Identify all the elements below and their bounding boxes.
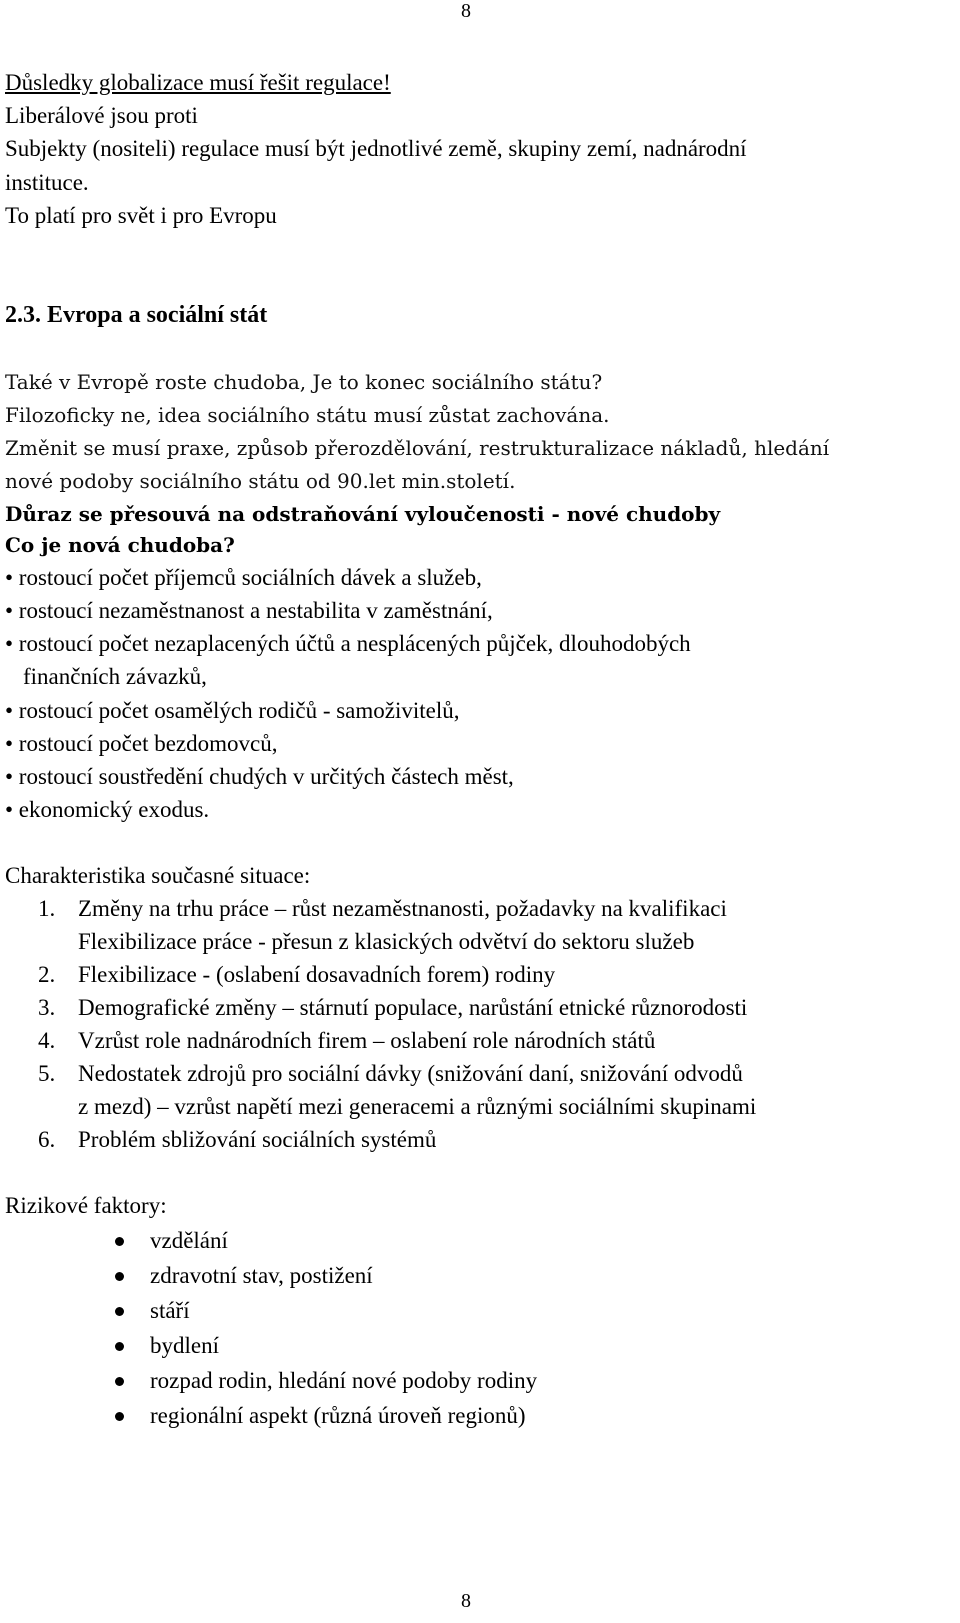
characteristics-heading: Charakteristika současné situace:	[5, 863, 311, 888]
characteristic-item	[0, 960, 960, 990]
poverty-bullet: • rostoucí nezaměstnanost a nestabilita v zaměstnání,	[5, 598, 493, 623]
characteristic-item	[0, 894, 960, 924]
bullet-icon	[115, 1237, 124, 1246]
item-text: Vzrůst role nadnárodních firem – oslabení role národních států	[78, 1028, 656, 1053]
intro-liberals-line: Liberálové jsou proti	[5, 103, 198, 128]
item-text: z mezd) – vzrůst napětí mezi generacemi a různými sociálními skupinami	[78, 1094, 757, 1119]
characteristic-item	[0, 1026, 960, 1056]
section-bold-question: Co je nová chudoba?	[5, 533, 235, 557]
item-number: 1.	[38, 896, 56, 921]
intro-institutions-line: instituce.	[5, 170, 89, 195]
intro-europe-line: To platí pro svět i pro Evropu	[5, 203, 277, 228]
risk-item-text: bydlení	[150, 1333, 219, 1358]
poverty-bullet: • rostoucí počet nezaplacených účtů a nesplácených půjček, dlouhodobých	[5, 631, 691, 656]
poverty-bullet: • rostoucí soustředění chudých v určitých částech měst,	[5, 764, 514, 789]
item-number: 2.	[38, 962, 56, 987]
characteristic-item	[0, 993, 960, 1023]
risk-item	[0, 1401, 960, 1431]
bullet-icon	[115, 1272, 124, 1281]
poverty-bullet: • rostoucí počet bezdomovců,	[5, 731, 278, 756]
poverty-bullet: • rostoucí počet osamělých rodičů - samoživitelů,	[5, 698, 460, 723]
characteristic-item	[0, 1059, 960, 1089]
item-text: Změny na trhu práce – růst nezaměstnanosti, požadavky na kvalifikaci	[78, 896, 727, 921]
risk-item-text: stáří	[150, 1298, 190, 1323]
risk-item-text: regionální aspekt (různá úroveň regionů)	[150, 1403, 526, 1428]
risk-item	[0, 1261, 960, 1291]
characteristic-item	[0, 1125, 960, 1155]
section-paragraph-2: Filozoficky ne, idea sociálního státu musí zůstat zachována.	[5, 403, 610, 427]
item-number: 3.	[38, 995, 56, 1020]
item-text: Flexibilizace práce - přesun z klasických odvětví do sektoru služeb	[78, 929, 695, 954]
item-text: Flexibilizace - (oslabení dosavadních forem) rodiny	[78, 962, 556, 987]
risk-item-text: zdravotní stav, postižení	[150, 1263, 373, 1288]
risk-item	[0, 1366, 960, 1396]
risk-heading: Rizikové faktory:	[5, 1193, 167, 1218]
risk-item-text: rozpad rodin, hledání nové podoby rodiny	[150, 1368, 538, 1393]
section-paragraph-3a: Změnit se musí praxe, způsob přerozdělování, restrukturalizace nákladů, hledání	[5, 436, 830, 460]
item-text: Problém sbližování sociálních systémů	[78, 1127, 437, 1152]
section-heading: 2.3. Evropa a sociální stát	[5, 302, 268, 328]
risk-item	[0, 1331, 960, 1361]
bullet-icon	[115, 1412, 124, 1421]
characteristic-item-continuation	[0, 1092, 960, 1122]
page-number-top: 8	[461, 0, 471, 22]
section-bold-emphasis: Důraz se přesouvá na odstraňování vyloučenosti - nové chudoby	[5, 502, 721, 526]
item-number: 6.	[38, 1127, 56, 1152]
section-paragraph-1: Také v Evropě roste chudoba, Je to konec sociálního státu?	[5, 370, 603, 394]
bullet-icon	[115, 1307, 124, 1316]
intro-subjects-line: Subjekty (nositeli) regulace musí být jednotlivé země, skupiny zemí, nadnárodní	[5, 136, 747, 161]
page-number-bottom: 8	[461, 1590, 471, 1612]
poverty-bullet: • rostoucí počet příjemců sociálních dávek a služeb,	[5, 565, 482, 590]
bullet-icon	[115, 1377, 124, 1386]
item-number: 4.	[38, 1028, 56, 1053]
item-number: 5.	[38, 1061, 56, 1086]
item-text: Nedostatek zdrojů pro sociální dávky (snižování daní, snižování odvodů	[78, 1061, 743, 1086]
risk-item	[0, 1296, 960, 1326]
poverty-bullet: • ekonomický exodus.	[5, 797, 210, 822]
characteristic-item-continuation	[0, 927, 960, 957]
risk-item	[0, 1226, 960, 1256]
section-paragraph-3b: nové podoby sociálního státu od 90.let min.století.	[5, 469, 516, 493]
intro-regulation-line: Důsledky globalizace musí řešit regulace!	[5, 70, 391, 95]
risk-item-text: vzdělání	[150, 1228, 228, 1253]
poverty-bullet-continuation: finančních závazků,	[23, 664, 207, 689]
bullet-icon	[115, 1342, 124, 1351]
item-text: Demografické změny – stárnutí populace, narůstání etnické různorodosti	[78, 995, 748, 1020]
